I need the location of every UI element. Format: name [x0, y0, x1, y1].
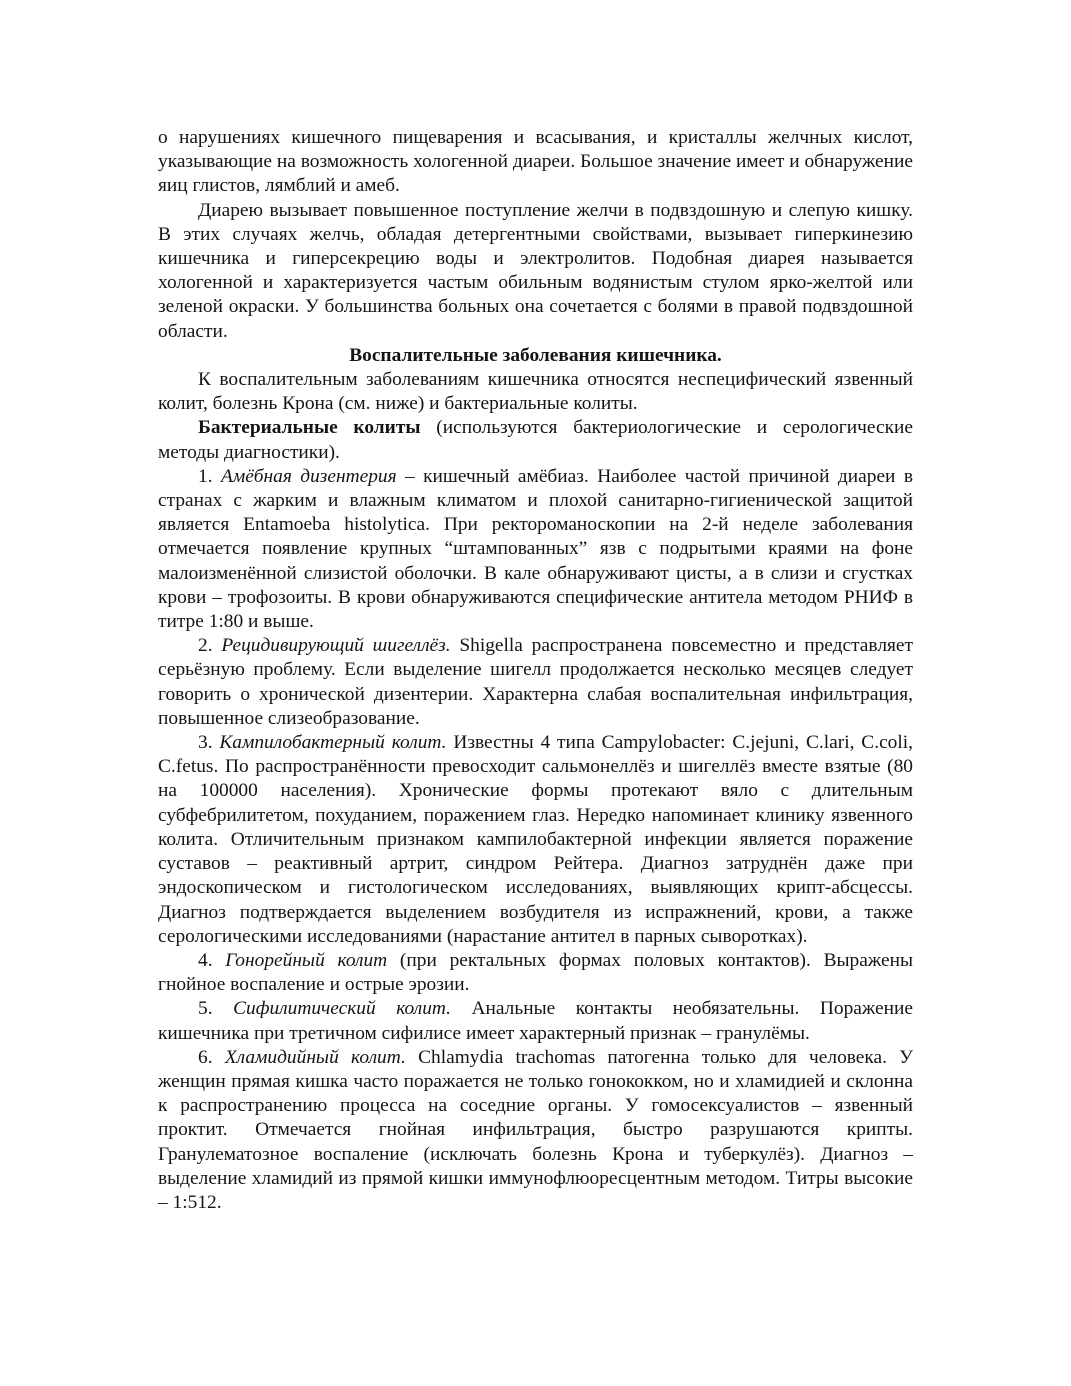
paragraph-ibd-intro: К воспалительным заболеваниям кишечника относятся неспецифический язвенный колит, болезнь Крона (см. ниже) и бактериальные колиты.: [158, 369, 913, 415]
item-title: Хламидийный колит.: [224, 1046, 406, 1068]
item-number: 2.: [198, 635, 222, 657]
item-title: Кампилобактерный колит.: [219, 732, 447, 754]
item-text: Анальные контакты необязательны. Поражение кишечника при третичном сифилисе имеет характерный признак – гранулёмы.: [158, 998, 913, 1044]
item-number: 5.: [198, 998, 234, 1020]
list-item-chlamydial-colitis: [158, 1046, 913, 1215]
item-text: (при ректальных формах половых контактов). Выражены гнойное воспаление и острые эрозии.: [158, 949, 914, 996]
item-title: Сифилитический колит.: [233, 998, 451, 1020]
bacterial-colitis-text: (используются бактериологические и серологические методы диагностики).: [158, 417, 913, 463]
item-number: 1.: [198, 465, 221, 487]
item-title: Гонорейный колит: [225, 949, 388, 971]
item-text: Известны 4 типа Campylobacter: C.jejuni, C.lari, C.coli, C.fetus. По распространённости превосходит сальмонеллёз и шигеллёз вместе взятые (80 на 100000 населения). Хронические формы протекают вяло с длительным субфебрилитетом, похуданием, поражением глаз. Нередко напоминает клинику язвенного колита. Отличительным признаком кампилобактерной инфекции является поражение суставов – реактивный артрит, синдром Рейтера. Диагноз затруднён даже при эндоскопическом и гистологическом исследованиях, выявляющих крипт-абсцессы. Диагноз подтверждается выделением возбудителя из испражнений, крови, а также серологическими исследованиями (нарастание антител в парных сыворотках).: [158, 732, 913, 947]
item-title: Рецидивирующий шигеллёз.: [221, 635, 451, 657]
item-number: 6.: [198, 1046, 225, 1068]
paragraph-fecal-analysis: о нарушениях кишечного пищеварения и всасывания, и кристаллы желчных кислот, указывающие на возможность хологенной диареи. Большое значение имеет и обнаружение яиц глистов, лямблий и амеб.: [158, 127, 913, 197]
list-item-gonorrheal-colitis: [158, 949, 913, 997]
list-item-amoebic-dysentery: [158, 465, 913, 634]
item-number: 3.: [198, 732, 220, 754]
paragraph-cholegenic-diarrhea: Диарею вызывает повышенное поступление желчи в подвздошную и слепую кишку. В этих случаях желчь, обладая детергентными свойствами, вызывает гиперкинезию кишечника и гиперсекрецию воды и электролитов. Подобная диарея называется хологенной и характеризуется частым обильным водянистым стулом ярко-желтой или зеленой окраски. У большинства больных она сочетается с болями в правой подвздошной области.: [158, 199, 913, 342]
item-text: – кишечный амёбиаз. Наиболее частой причиной диареи в странах с жарким и влажным климатом и плохой санитарно-гигиенической защитой является Entamoeba histolytica. При ректороманоскопии на 2-й неделе заболевания отмечается появление крупных “штампованных” язв с подрытыми краями на фоне малоизменённой слизистой оболочки. В кале обнаруживают цисты, а в слизи и сгустках крови – трофозоиты. В крови обнаруживаются специфические антитела методом РНИФ в титре 1:80 и выше.: [158, 465, 913, 633]
item-text: Shigella распространена повсеместно и представляет серьёзную проблему. Если выделение шигелл продолжается несколько месяцев следует говорить о хронической дизентерии. Характерна слабая воспалительная инфильтрация, повышенное слизеобразование.: [158, 635, 913, 729]
document-page: [158, 126, 913, 1215]
paragraph-bacterial-colitis: [158, 416, 913, 464]
list-item-shigellosis: [158, 634, 913, 731]
list-item-syphilitic-colitis: [158, 997, 913, 1045]
item-text: Chlamydia trachomas патогенна только для человека. У женщин прямая кишка часто поражается не только гонококком, но и хламидией и склонна к распространению процесса на соседние органы. У гомосексуалистов – язвенный проктит. Отмечается гнойная инфильтрация, быстро разрушаются крипты. Гранулематозное воспаление (исключать болезнь Крона и туберкулёз). Диагноз – выделение хламидий из прямой кишки иммунофлюоресцентным методом. Титры высокие – 1:512.: [158, 1046, 913, 1213]
item-title: Амёбная дизентерия: [220, 465, 397, 487]
item-number: 4.: [198, 949, 226, 971]
list-item-campylobacter-colitis: [158, 731, 913, 949]
section-heading: Воспалительные заболевания кишечника.: [349, 344, 722, 366]
bacterial-colitis-term: Бактериальные колиты: [198, 417, 421, 439]
